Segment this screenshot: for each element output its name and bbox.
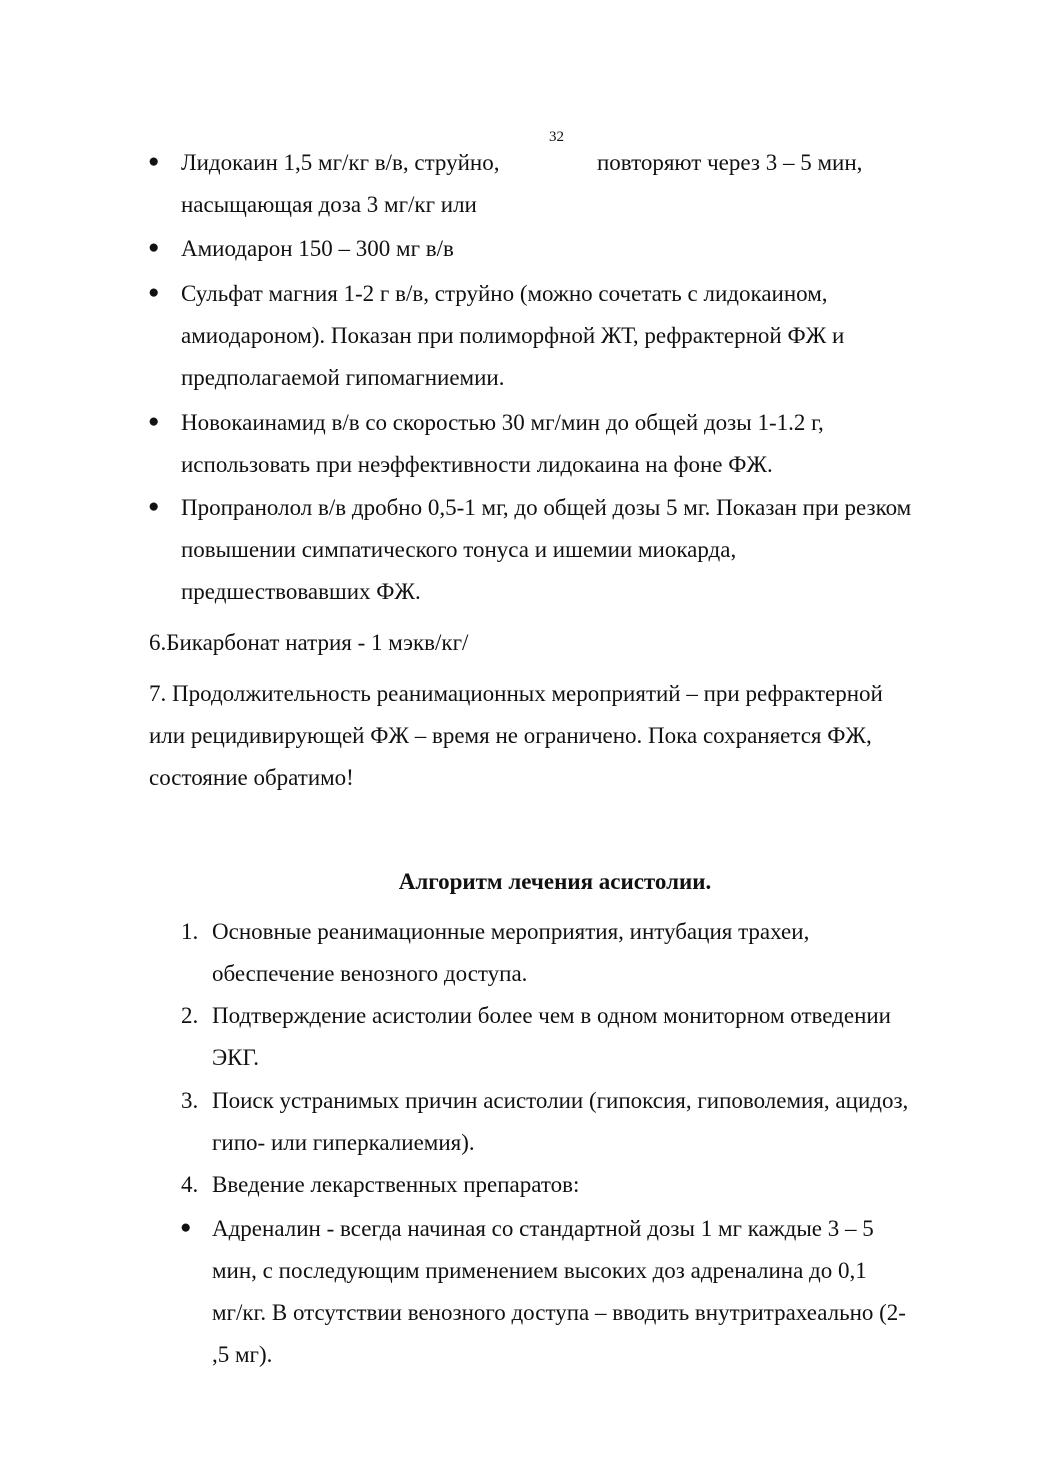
bullet-icon: ● — [148, 151, 160, 172]
list-item-line: Амиодарон 150 – 300 мг в/в — [181, 236, 454, 261]
list-item-line: амиодароном). Показан при полиморфной ЖТ, рефрактерной ФЖ и — [181, 323, 845, 348]
list-item-line: ,5 мг). — [212, 1342, 273, 1367]
paragraph-item-6: 6.Бикарбонат натрия - 1 мэкв/кг/ — [149, 630, 469, 655]
list-item-line: повышении симпатического тонуса и ишемии миокарда, — [181, 537, 737, 562]
bullet-icon: ● — [148, 282, 160, 303]
paragraph-line: состояние обратимо! — [149, 765, 354, 790]
list-item-line: Пропранолол в/в дробно 0,5-1 мг, до общей дозы 5 мг. Показан при резком — [181, 495, 912, 520]
step-number: 3. — [181, 1088, 199, 1113]
list-item-line: предполагаемой гипомагниемии. — [181, 365, 505, 390]
step-line: Введение лекарственных препаратов: — [212, 1172, 580, 1197]
step-line: обеспечение венозного доступа. — [212, 961, 528, 986]
list-item-line: Адреналин - всегда начиная со стандартной дозы 1 мг каждые 3 – 5 — [212, 1216, 874, 1241]
section-heading: Алгоритм лечения асистолии. — [398, 869, 712, 894]
bullet-icon: ● — [148, 411, 160, 432]
list-item-line: предшествовавших ФЖ. — [181, 579, 421, 604]
step-line: ЭКГ. — [212, 1045, 259, 1070]
step-line: гипо- или гиперкалиемия). — [212, 1130, 475, 1155]
bullet-icon: ● — [180, 1217, 192, 1238]
step-number: 1. — [181, 919, 199, 944]
paragraph-line: или рецидивирующей ФЖ – время не ограничено. Пока сохраняется ФЖ, — [149, 723, 872, 748]
list-item-line: Лидокаин 1,5 мг/кг в/в, струйно, — [181, 150, 500, 175]
step-number: 2. — [181, 1003, 199, 1028]
bullet-icon: ● — [148, 237, 160, 258]
step-line: Подтверждение асистолии более чем в одном мониторном отведении — [212, 1003, 891, 1028]
list-item-line: мин, с последующим применением высоких доз адреналина до 0,1 — [212, 1258, 867, 1283]
list-item-line: повторяют через 3 – 5 мин, — [597, 150, 863, 175]
list-item-line: Новокаинамид в/в со скоростью 30 мг/мин до общей дозы 1-1.2 г, — [181, 410, 824, 435]
list-item-line: насыщающая доза 3 мг/кг или — [181, 192, 477, 217]
step-number: 4. — [181, 1172, 199, 1197]
step-line: Поиск устранимых причин асистолии (гипоксия, гиповолемия, ацидоз, — [212, 1088, 909, 1113]
list-item-line: использовать при неэффективности лидокаина на фоне ФЖ. — [181, 452, 773, 477]
paragraph-line: 7. Продолжительность реанимационных мероприятий – при рефрактерной — [149, 681, 883, 706]
page-number: 32 — [549, 129, 564, 145]
bullet-icon: ● — [148, 496, 160, 517]
list-item-line: Сульфат магния 1-2 г в/в, струйно (можно сочетать с лидокаином, — [181, 281, 828, 306]
list-item-line: мг/кг. В отсутствии венозного доступа – вводить внутритрахеально (2- — [212, 1300, 906, 1325]
step-line: Основные реанимационные мероприятия, интубация трахеи, — [212, 919, 810, 944]
